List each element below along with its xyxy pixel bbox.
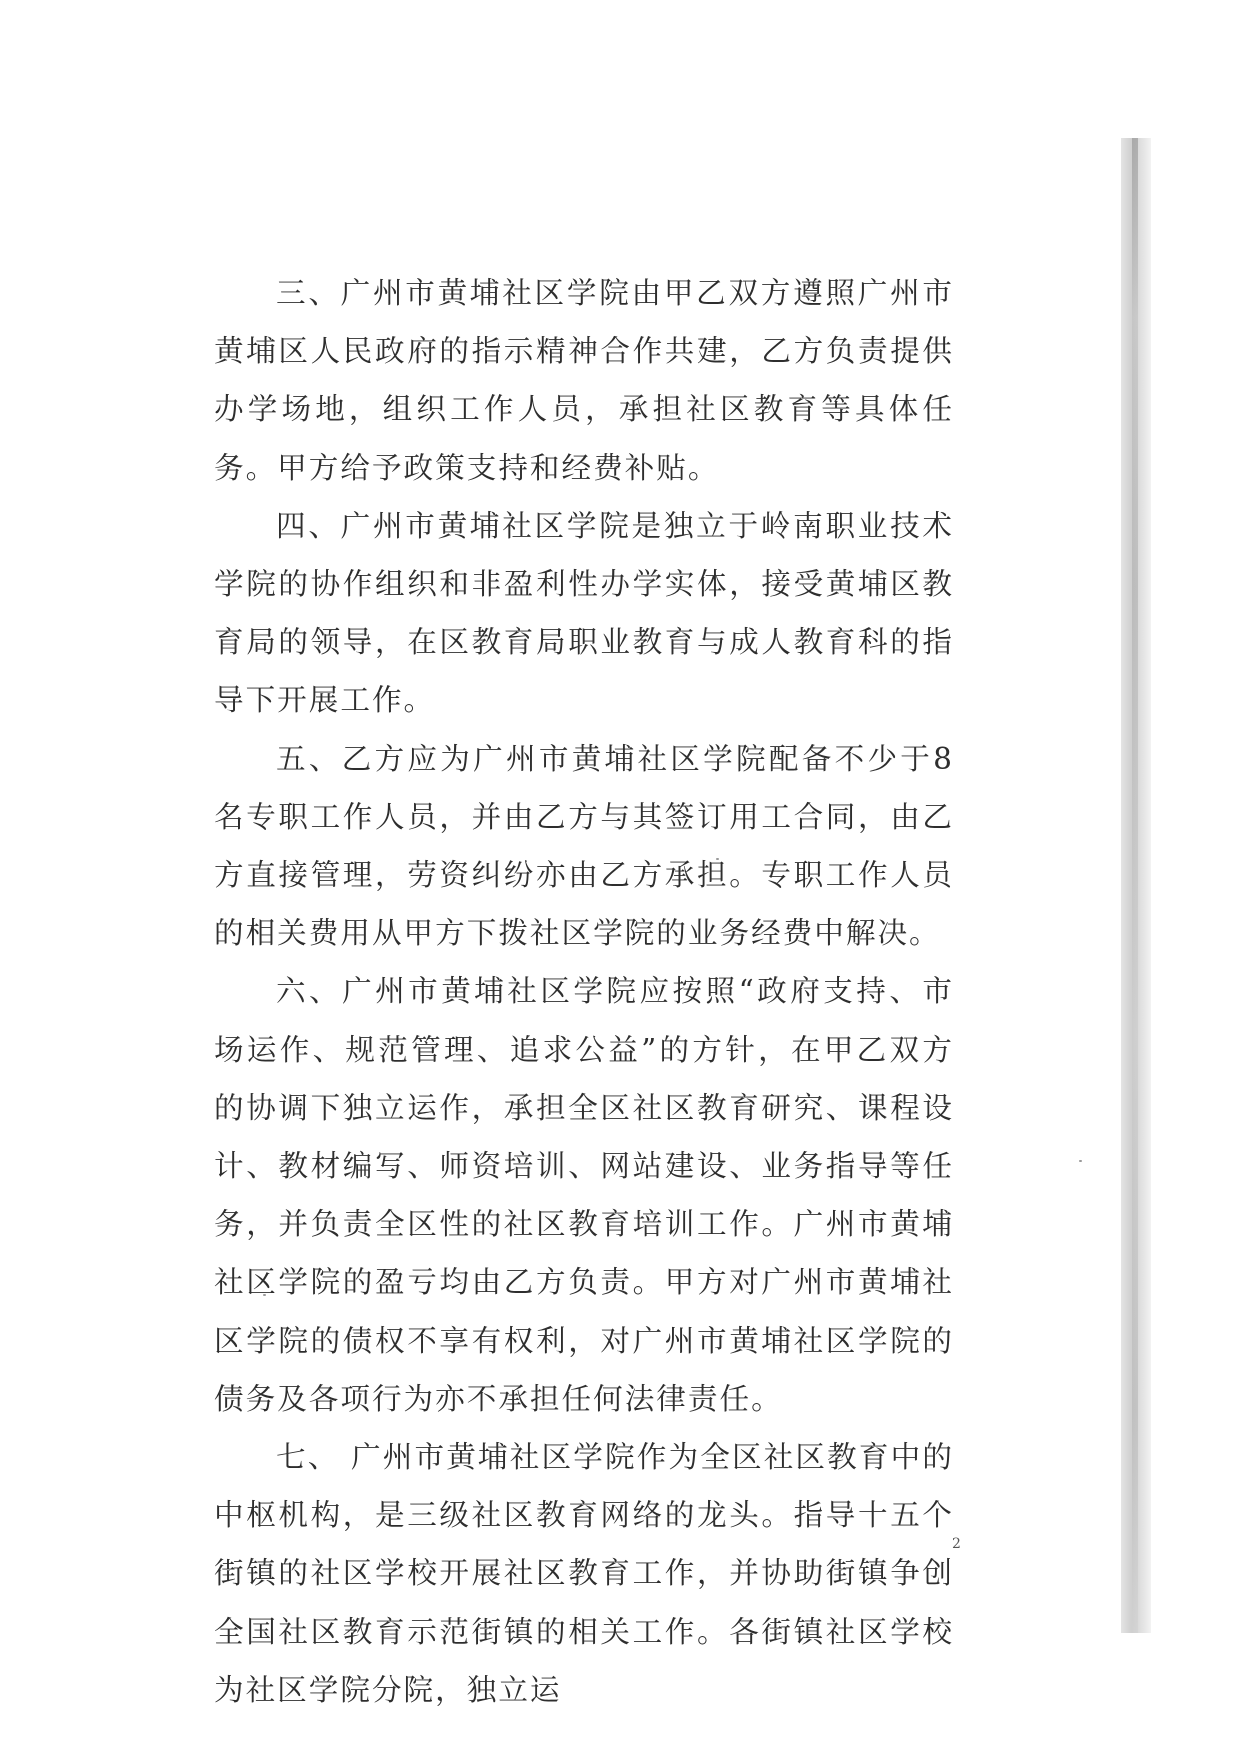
- paragraph-clause-7: 七、 广州市黄埔社区学院作为全区社区教育中的中枢机构，是三级社区教育网络的龙头。指导十五个街镇的社区学校开展社区教育工作，并协助街镇争创全国社区教育示范街镇的相关工作。各街镇社区学校为社区学院分院，独立运: [214, 1440, 954, 1707]
- scan-speck: [1079, 1160, 1082, 1162]
- scan-edge-line: [1132, 138, 1138, 1633]
- paragraph-clause-5: 五、乙方应为广州市黄埔社区学院配备不少于8名专职工作人员，并由乙方与其签订用工合同，由乙方直接管理，劳资纠纷亦由乙方承担。专职工作人员的相关费用从甲方下拨社区学院的业务经费中解决。: [214, 741, 954, 951]
- paragraph-clause-3: 三、广州市黄埔社区学院由甲乙双方遵照广州市黄埔区人民政府的指示精神合作共建，乙方负责提供办学场地，组织工作人员，承担社区教育等具体任务。甲方给予政策支持和经费补贴。: [214, 276, 954, 485]
- page-number: 2: [952, 1536, 961, 1552]
- paragraph-clause-6: 六、广州市黄埔社区学院应按照“政府支持、市场运作、规范管理、追求公益”的方针，在甲乙双方的协调下独立运作，承担全区社区教育研究、课程设计、教材编写、师资培训、网站建设、业务指导等任务，并负责全区性的社区教育培训工作。广州市黄埔社区学院的盈亏均由乙方负责。甲方对广州市黄埔社区学院的债权不享有权利，对广州市黄埔社区学院的债务及各项行为亦不承担任何法律责任。: [214, 974, 954, 1416]
- document-body: [214, 264, 954, 1719]
- paragraph-clause-4: 四、广州市黄埔社区学院是独立于岭南职业技术学院的协作组织和非盈利性办学实体，接受黄埔区教育局的领导，在区教育局职业教育与成人教育科的指导下开展工作。: [214, 508, 954, 718]
